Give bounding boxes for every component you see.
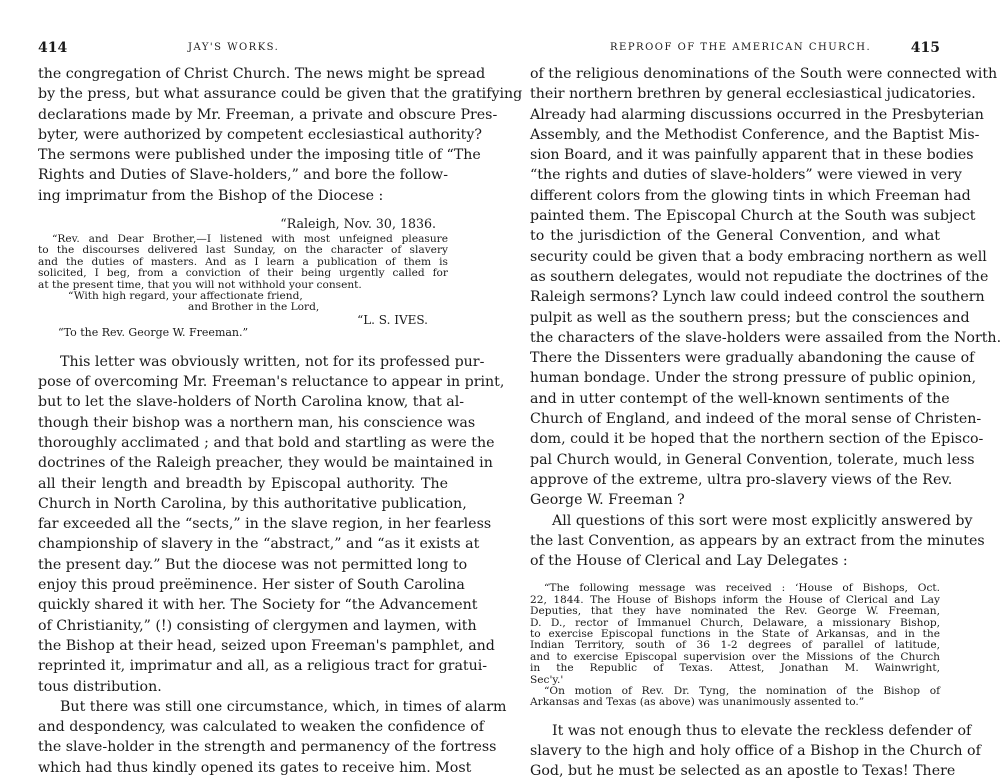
text-line: as southern delegates, would not repudiate the doctrines of the [530,268,989,285]
text-line: the characters of the slave-holders were assailed from the North. [530,329,1001,346]
quote-line: to the discourses delivered last Sunday, on the character of slavery [38,244,448,257]
text-line: There the Dissenters were gradually abandoning the cause of [530,350,975,367]
quote-line: Sec'y.' [530,673,564,686]
paragraph [530,64,1001,511]
text-line: though their bishop was a northern man, his conscience was [38,414,476,431]
running-head: JAY'S WORKS. [188,42,280,53]
text-line: Rights and Duties of Slave-holders,” and bore the follow- [38,167,448,184]
quote-line: 22, 1844. The House of Bishops inform the House of Clerical and Lay [530,593,940,606]
text-line: of Christianity,” (!) consisting of clergymen and laymen, with [38,617,477,634]
quote-line: and Brother in the Lord, [188,301,320,314]
letter-signature: “L. S. IVES. [357,312,428,327]
text-line: but to let the slave-holders of North Carolina know, that al- [38,394,465,411]
text-line: tous distribution. [38,678,162,695]
text-line: to the jurisdiction of the General Convention, and what [530,228,940,245]
text-line: the congregation of Christ Church. The news might be spread [38,66,486,82]
block-quote-minutes [530,583,940,708]
text-line: the slave-holder in the strength and permanency of the fortress [38,739,497,756]
text-line: the Bishop at their head, seized upon Freeman's pamphlet, and [38,637,495,654]
left-page [38,0,523,776]
text-line: George W. Freeman ? [530,492,685,509]
quote-line: solicited, I beg, from a conviction of their being urgently called for [38,267,448,280]
text-line: pal Church would, in General Convention, tolerate, much less [530,451,975,468]
paragraph [530,511,985,572]
quote-line: Arkansas and Texas (as above) was unanimously assented to.” [530,696,865,709]
paragraph [38,697,507,778]
text-line: thoroughly acclimated ; and that bold and startling as were the [38,435,495,451]
text-line: pulpit as well as the southern press; but the consciences and [530,309,970,326]
text-line: all their length and breadth by Episcopal authority. The [38,475,448,492]
letter-addressee: “To the Rev. George W. Freeman.” [58,325,249,339]
text-line: God, but he must be selected as an apostle to Texas! There [530,763,956,780]
quote-line: “Rev. and Dear Brother,—I listened with most unfeigned pleasure [52,233,448,246]
quote-line: and to exercise Episcopal supervision over the Missions of the Church [530,650,940,663]
text-line: All questions of this sort were most explicitly answered by [552,512,973,529]
text-line: and despondency, was calculated to weaken the confidence of [38,719,485,736]
text-line: different colors from the glowing tints in which Freeman had [530,187,971,204]
quote-line: in the Republic of Texas. Attest, Jonathan M. Wainwright, [530,662,940,675]
quote-line: at the present time, that you will not withhold your consent. [38,278,362,291]
quote-line: “On motion of Rev. Dr. Tyng, the nomination of the Bishop of [544,684,940,697]
text-line: the last Convention, as appears by an extract from the minutes [530,532,985,549]
page-number: 414 [38,40,68,56]
text-line: which had thus kindly opened its gates to receive him. Most [38,759,472,776]
text-line: slavery to the high and holy office of a Bishop in the Church of [530,743,981,760]
left-page-header [38,40,448,60]
text-line: of the religious denominations of the South were connected with [530,66,998,82]
text-line: approve of the extreme, ultra pro-slavery views of the Rev. [530,471,953,488]
text-line: human bondage. Under the strong pressure of public opinion, [530,370,977,387]
text-line: Already had alarming discussions occurred in the Presbyterian [530,106,984,123]
paragraph [530,721,981,782]
text-line: sion Board, and it was painfully apparent that in these bodies [530,147,974,164]
text-line: their northern brethren by general ecclesiastical judicatories. [530,86,976,103]
text-line: and in utter contempt of the well-known sentiments of the [530,390,950,407]
text-line: “the rights and duties of slave-holders” were viewed in very [530,167,962,184]
text-line: byter, were authorized by competent ecclesiastical authority? [38,126,482,143]
text-line: far exceeded all the “sects,” in the slave region, in her fearless [38,516,492,533]
quote-line: “With high regard, your affectionate friend, [68,290,303,303]
left-page-body [38,64,523,778]
quote-line: Deputies, that they have nominated the Rev. George W. Freeman, [530,605,940,618]
text-line: ing imprimatur from the Bishop of the Diocese : [38,187,384,204]
text-line: declarations made by Mr. Freeman, a private and obscure Pres- [38,106,498,123]
text-line: Raleigh sermons? Lynch law could indeed control the southern [530,289,985,306]
text-line: of the House of Clerical and Lay Delegates : [530,553,848,570]
text-line: But there was still one circumstance, which, in times of alarm [60,698,507,715]
right-page [530,0,1001,780]
text-line: painted them. The Episcopal Church at the South was subject [530,208,976,225]
quote-line: D. D., rector of Immanuel Church, Delaware, a missionary Bishop, [530,616,940,629]
text-line: championship of slavery in the “abstract,” and “as it exists at [38,536,480,553]
text-line: It was not enough thus to elevate the reckless defender of [552,722,972,739]
paragraph [38,64,523,206]
quote-line: “The following message was received : ‘House of Bishops, Oct. [544,582,940,595]
text-line: quickly shared it with her. The Society for “the Advancement [38,597,478,614]
paragraph [38,352,505,697]
text-line: Assembly, and the Methodist Conference, and the Baptist Mis- [530,126,980,143]
right-page-header [530,40,940,60]
text-line: by the press, but what assurance could be given that the gratifying [38,86,523,103]
text-line: security could be given that a body embracing northern as well [530,248,987,265]
quote-line: to exercise Episcopal functions in the State of Arkansas, and in the [530,627,940,640]
running-head: REPROOF OF THE AMERICAN CHURCH. [610,42,872,53]
text-line: Church of England, and indeed of the moral sense of Christen- [530,411,982,428]
text-line: This letter was obviously written, not for its professed pur- [60,353,485,370]
text-line: enjoy this proud preëminence. Her sister of South Carolina [38,577,465,594]
text-line: reprinted it, imprimatur and all, as a religious tract for gratui- [38,658,488,675]
text-line: dom, could it be hoped that the northern section of the Episco- [530,431,984,448]
text-line: doctrines of the Raleigh preacher, they would be maintained in [38,455,493,472]
right-page-body [530,64,1001,782]
quote-line: Indian Territory, south of 36 1-2 degrees of parallel of latitude, [530,639,940,652]
text-line: Church in North Carolina, by this authoritative publication, [38,495,467,512]
block-quote-letter [38,234,448,340]
text-line: pose of overcoming Mr. Freeman's reluctance to appear in print, [38,374,505,391]
quote-line: and the duties of masters. And as I learn a publication of them is [38,255,448,268]
page-number: 415 [910,40,940,56]
text-line: the present day.” But the diocese was not permitted long to [38,556,468,573]
text-line: The sermons were published under the imposing title of “The [38,147,481,164]
letter-date: “Raleigh, Nov. 30, 1836. [280,216,436,232]
